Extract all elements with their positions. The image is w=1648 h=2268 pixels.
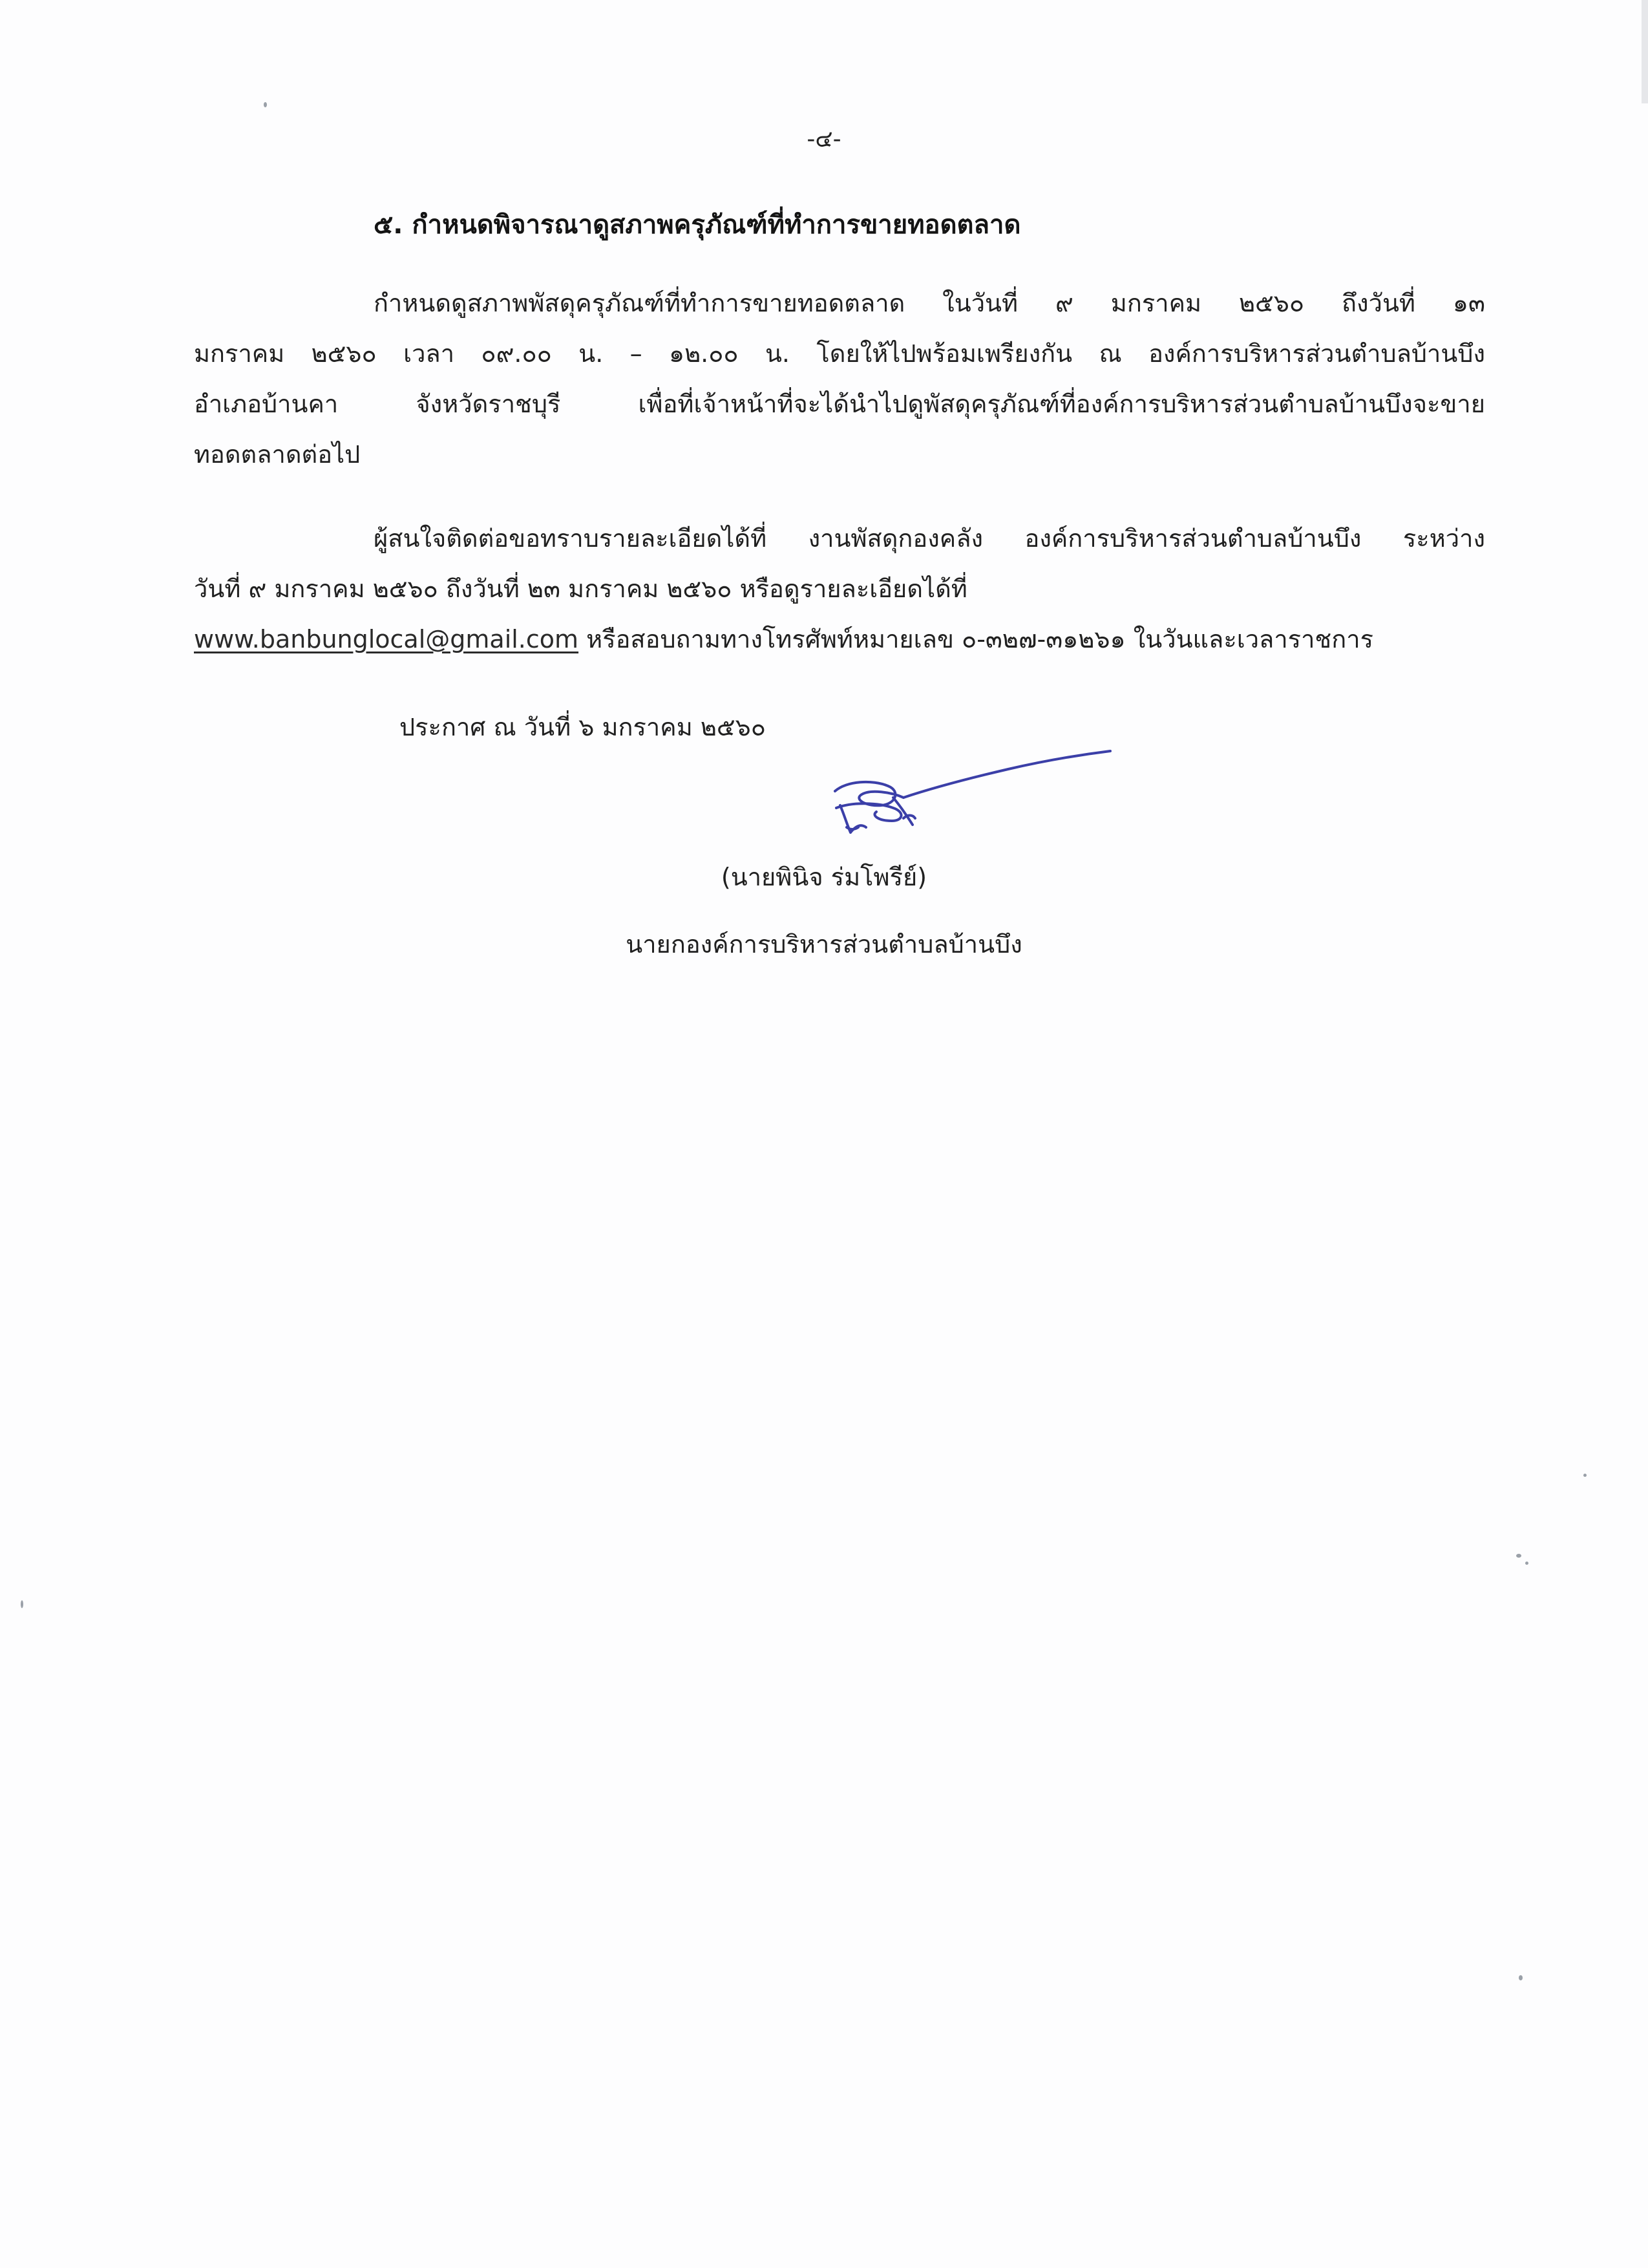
paragraph2-line3 [194,627,1373,652]
scan-speck [1516,1554,1521,1558]
contact-email-link[interactable]: www.banbunglocal@gmail.com [194,625,579,653]
paragraph1-line1: กำหนดดูสภาพพัสดุครุภัณฑ์ที่ทำการขายทอดตลาด ในวันที่ ๙ มกราคม ๒๕๖๐ ถึงวันที่ ๑๓ [374,289,1485,317]
paragraph1-line3: อำเภอบ้านคา จังหวัดราชบุรี เพื่อที่เจ้าหน้าที่จะได้นำไปดูพัสดุครุภัณฑ์ที่องค์การบริหารส่วนตำบลบ้านบึงจะขาย [194,390,1485,418]
paragraph2-line3-rest: หรือสอบถามทางโทรศัพท์หมายเลข ๐-๓๒๗-๓๑๒๖๑ ในวันและเวลาราชการ [578,625,1373,653]
scan-speck [264,102,267,107]
page-number: -๔- [807,126,841,153]
paragraph2-line2: วันที่ ๙ มกราคม ๒๕๖๐ ถึงวันที่ ๒๓ มกราคม ๒๕๖๐ หรือดูรายละเอียดได้ที่ [194,575,967,603]
paragraph1-line2: มกราคม ๒๕๖๐ เวลา ๐๙.๐๐ น. – ๑๒.๐๐ น. โดยให้ไปพร้อมเพรียงกัน ณ องค์การบริหารส่วนตำบลบ้านบึง [194,339,1485,368]
scan-speck [1525,1562,1528,1565]
section-heading: ๕. กำหนดพิจารณาดูสภาพครุภัณฑ์ที่ทำการขายทอดตลาด [374,210,1021,240]
paragraph1-line4: ทอดตลาดต่อไป [194,440,361,469]
scan-speck [1519,1975,1523,1980]
scan-speck [1583,1474,1587,1477]
paragraph2-line1: ผู้สนใจติดต่อขอทราบรายละเอียดได้ที่ งานพัสดุกองคลัง องค์การบริหารส่วนตำบลบ้านบึง ระหว่าง [374,524,1485,553]
signature-image [821,743,1118,860]
signatory-name: (นายพินิจ ร่มโพรีย์) [721,863,927,891]
scan-edge-shadow [1642,0,1648,103]
signatory-position: นายกองค์การบริหารส่วนตำบลบ้านบึง [626,930,1022,959]
scan-speck [21,1600,23,1608]
announcement-date: ประกาศ ณ วันที่ ๖ มกราคม ๒๕๖๐ [399,713,766,741]
